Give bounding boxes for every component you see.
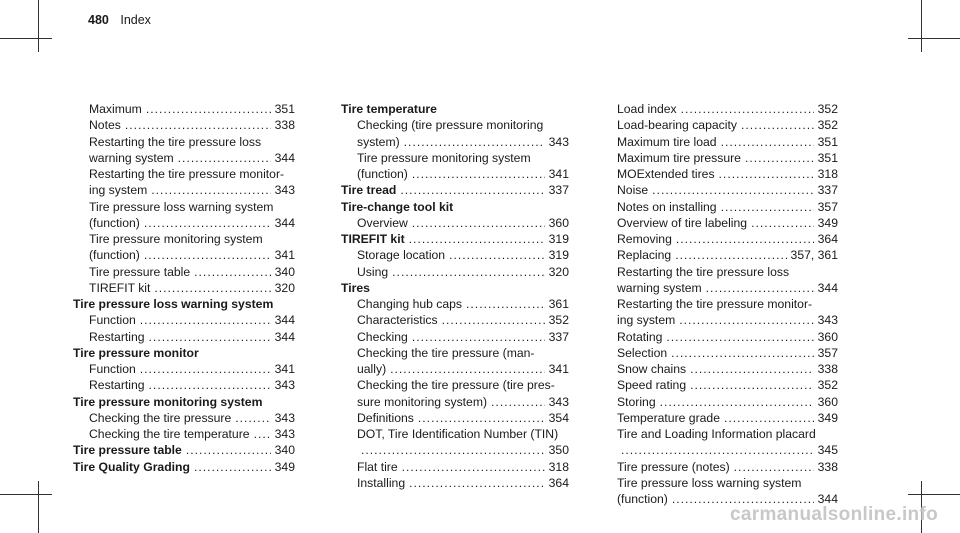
index-entry xyxy=(341,182,569,198)
dot-leader xyxy=(676,231,814,247)
index-entry xyxy=(73,101,295,117)
page-reference: 360 xyxy=(817,394,838,409)
dot-leader xyxy=(660,394,814,410)
index-entry xyxy=(73,442,295,458)
page-reference: 364 xyxy=(817,232,838,246)
entry-text: MOExtended tires xyxy=(617,167,715,181)
index-entry xyxy=(341,345,569,378)
crop-mark xyxy=(0,494,52,495)
index-entry xyxy=(73,199,295,232)
entry-text: Checking (tire pressure monitoring xyxy=(357,118,544,133)
page-reference: 354 xyxy=(548,410,569,425)
entry-text: Tire pressure monitoring system xyxy=(73,394,263,409)
page-reference: 340 xyxy=(274,443,295,458)
index-entry xyxy=(617,410,838,426)
index-entry xyxy=(341,312,569,328)
dot-leader xyxy=(675,247,786,263)
crop-mark xyxy=(38,0,39,52)
entry-text: Speed rating xyxy=(617,378,687,393)
index-entry xyxy=(73,361,295,377)
dot-leader xyxy=(721,134,814,150)
index-entry xyxy=(617,475,838,508)
dot-leader xyxy=(409,231,545,247)
dot-leader xyxy=(666,329,813,345)
watermark: carmanualsonline.info xyxy=(730,504,938,525)
page-reference: 344 xyxy=(274,215,295,230)
entry-text: Checking the tire pressure (man- xyxy=(357,345,535,360)
entry-text: Restarting the tire pressure monitor- xyxy=(617,297,813,311)
entry-text: Characteristics xyxy=(357,313,438,328)
page-reference: 319 xyxy=(548,248,569,263)
page-reference: 343 xyxy=(274,378,295,393)
entry-text: TIREFIT kit xyxy=(341,232,405,246)
entry-text: Using xyxy=(357,264,389,279)
dot-leader xyxy=(412,329,545,345)
entry-text: Definitions xyxy=(357,410,414,425)
dot-leader xyxy=(412,166,545,182)
index-entry xyxy=(341,247,569,263)
entry-text: Checking the tire pressure (tire pres- xyxy=(357,378,555,393)
entry-text: Maximum xyxy=(89,102,142,116)
entry-text: warning system xyxy=(89,150,174,165)
page-reference: 349 xyxy=(817,215,838,230)
page-reference: 361 xyxy=(548,297,569,311)
index-entry xyxy=(73,410,295,426)
index-entry xyxy=(341,101,569,117)
page-reference: 352 xyxy=(817,378,838,393)
index-entry xyxy=(341,199,569,215)
dot-leader xyxy=(721,199,814,215)
entry-text: Overview of tire labeling xyxy=(617,215,748,230)
entry-text: DOT, Tire Identification Number (TIN) xyxy=(357,427,559,441)
page-reference: 319 xyxy=(548,232,569,246)
entry-text: Changing hub caps xyxy=(357,297,463,311)
dot-leader xyxy=(466,296,545,312)
dot-leader xyxy=(449,247,545,263)
dot-leader xyxy=(724,410,814,426)
dot-leader xyxy=(194,459,271,475)
page-reference: 343 xyxy=(548,394,569,409)
dot-leader xyxy=(679,312,813,328)
entry-text: sure monitoring system) xyxy=(357,394,488,409)
index-entry xyxy=(341,280,569,296)
page-reference: 349 xyxy=(817,410,838,425)
entry-text: Tire pressure loss warning system xyxy=(73,297,274,311)
crop-mark xyxy=(921,0,922,52)
index-entry xyxy=(341,215,569,231)
dot-leader xyxy=(719,166,814,182)
page-reference: 341 xyxy=(548,362,569,376)
page-reference: 351 xyxy=(274,102,295,116)
page-reference: 351 xyxy=(817,150,838,165)
dot-leader xyxy=(690,361,814,377)
entry-text: Tire pressure table xyxy=(89,264,191,279)
index-column-2 xyxy=(341,101,569,491)
index-entry xyxy=(617,134,838,150)
dot-leader xyxy=(745,150,814,166)
dot-leader xyxy=(194,264,271,280)
page-reference: 318 xyxy=(817,167,838,181)
dot-leader xyxy=(144,247,271,263)
entry-text: Storing xyxy=(617,394,656,409)
index-entry xyxy=(341,377,569,410)
index-entry xyxy=(617,150,838,166)
page-reference: 344 xyxy=(274,329,295,344)
page-reference: 352 xyxy=(817,118,838,133)
page-reference: 357 xyxy=(817,345,838,360)
dot-leader xyxy=(146,101,271,117)
page-reference: 343 xyxy=(274,183,295,198)
dot-leader xyxy=(400,182,544,198)
page-reference: 360 xyxy=(817,329,838,344)
dot-leader xyxy=(409,475,545,491)
dot-leader xyxy=(442,312,545,328)
page-reference: 338 xyxy=(274,118,295,133)
index-entry xyxy=(73,312,295,328)
index-entry xyxy=(617,182,838,198)
index-entry xyxy=(617,361,838,377)
page-reference: 360 xyxy=(548,215,569,230)
entry-text: Notes on installing xyxy=(617,199,717,214)
dot-leader xyxy=(751,215,814,231)
index-column-3 xyxy=(617,101,838,507)
entry-text: Tire pressure table xyxy=(73,443,182,458)
index-entry xyxy=(341,410,569,426)
crop-mark xyxy=(908,38,960,39)
entry-text: (function) xyxy=(617,492,668,506)
index-entry xyxy=(341,475,569,491)
page-reference: 341 xyxy=(548,167,569,181)
index-entry xyxy=(73,426,295,442)
entry-text: ing system xyxy=(89,183,148,198)
page-reference: 344 xyxy=(817,492,838,506)
entry-text: Tire pressure loss warning system xyxy=(89,199,274,214)
dot-leader xyxy=(412,215,545,231)
dot-leader xyxy=(418,410,545,426)
dot-leader xyxy=(254,426,271,442)
entry-text: Tire pressure (notes) xyxy=(617,459,730,474)
dot-leader xyxy=(402,459,545,475)
dot-leader xyxy=(621,442,814,458)
page-number: 480 xyxy=(88,13,109,27)
page-reference: 352 xyxy=(817,102,838,116)
entry-text: Flat tire xyxy=(357,459,398,474)
entry-text: Restarting the tire pressure loss xyxy=(89,134,262,149)
crop-mark xyxy=(908,494,960,495)
dot-leader xyxy=(154,280,270,296)
index-entry xyxy=(341,231,569,247)
page-reference: 337 xyxy=(548,183,569,198)
dot-leader xyxy=(144,215,271,231)
index-entry xyxy=(73,264,295,280)
entry-text: ing system xyxy=(617,313,676,328)
dot-leader xyxy=(734,459,814,475)
index-entry xyxy=(73,345,295,361)
entry-text: Tire pressure monitoring system xyxy=(89,232,263,246)
page-reference: 320 xyxy=(548,264,569,279)
page-reference: 357, 361 xyxy=(790,248,838,263)
index-entry xyxy=(73,280,295,296)
entry-text: (function) xyxy=(89,248,140,263)
dot-leader xyxy=(690,377,814,393)
dot-leader xyxy=(151,182,270,198)
index-entry xyxy=(617,264,838,297)
page-reference: 320 xyxy=(274,280,295,295)
entry-text: Tire tread xyxy=(341,183,397,198)
index-entry xyxy=(617,329,838,345)
entry-text: Removing xyxy=(617,232,672,246)
entry-text: TIREFIT kit xyxy=(89,280,151,295)
entry-text: Restarting xyxy=(89,329,145,344)
entry-text: Maximum tire load xyxy=(617,134,717,149)
dot-leader xyxy=(361,442,545,458)
page-reference: 357 xyxy=(817,199,838,214)
entry-text: Checking xyxy=(357,329,408,344)
page-reference: 341 xyxy=(274,248,295,263)
index-entry xyxy=(617,377,838,393)
dot-leader xyxy=(390,361,545,377)
page-reference: 338 xyxy=(817,459,838,474)
dot-leader xyxy=(671,345,814,361)
entry-text: (function) xyxy=(357,167,408,181)
dot-leader xyxy=(149,329,271,345)
index-entry xyxy=(617,459,838,475)
dot-leader xyxy=(741,117,814,133)
page-reference: 344 xyxy=(817,280,838,295)
entry-text: Tire pressure monitor xyxy=(73,345,199,360)
entry-text: Tire pressure loss warning system xyxy=(617,475,802,490)
index-entry xyxy=(341,329,569,345)
page-reference: 318 xyxy=(548,459,569,474)
entry-text: Storage location xyxy=(357,248,446,263)
index-entry xyxy=(617,215,838,231)
crop-mark xyxy=(0,38,52,39)
dot-leader xyxy=(392,264,544,280)
index-entry xyxy=(73,394,295,410)
dot-leader xyxy=(125,117,271,133)
index-entry xyxy=(73,296,295,312)
index-entry xyxy=(617,166,838,182)
dot-leader xyxy=(140,312,271,328)
entry-text: Tires xyxy=(341,280,370,295)
entry-text: Load index xyxy=(617,102,677,116)
index-entry xyxy=(341,264,569,280)
index-entry xyxy=(341,117,569,150)
entry-text: ually) xyxy=(357,362,387,376)
index-entry xyxy=(73,134,295,167)
entry-text: (function) xyxy=(89,215,140,230)
page-reference: 351 xyxy=(817,134,838,149)
index-entry xyxy=(341,296,569,312)
index-column-1 xyxy=(73,101,295,475)
entry-text: Noise xyxy=(617,183,649,198)
entry-text: Load-bearing capacity xyxy=(617,118,737,133)
entry-text: Selection xyxy=(617,345,668,360)
entry-text: Maximum tire pressure xyxy=(617,150,741,165)
page-reference: 343 xyxy=(548,134,569,149)
page-reference: 344 xyxy=(274,150,295,165)
entry-text: Restarting the tire pressure loss xyxy=(617,264,790,279)
entry-text: Tire temperature xyxy=(341,102,437,116)
index-entry xyxy=(617,199,838,215)
entry-text: Tire-change tool kit xyxy=(341,199,454,214)
dot-leader xyxy=(706,280,814,296)
index-entry xyxy=(617,426,838,459)
entry-text: Checking the tire temperature xyxy=(89,427,250,441)
dot-leader xyxy=(186,442,271,458)
page-reference: 343 xyxy=(817,313,838,328)
index-entry xyxy=(73,459,295,475)
page-header xyxy=(88,13,151,27)
dot-leader xyxy=(235,410,270,426)
entry-text: Tire and Loading Information placard xyxy=(617,427,816,441)
entry-text: Restarting xyxy=(89,378,145,393)
dot-leader xyxy=(140,361,271,377)
section-title: Index xyxy=(120,13,151,27)
index-entry xyxy=(341,150,569,183)
page-reference: 340 xyxy=(274,264,295,279)
index-entry xyxy=(73,231,295,264)
index-entry xyxy=(617,394,838,410)
entry-text: Checking the tire pressure xyxy=(89,410,232,425)
entry-text: Overview xyxy=(357,215,408,230)
dot-leader xyxy=(178,150,271,166)
entry-text: Replacing xyxy=(617,248,672,263)
page-reference: 341 xyxy=(274,362,295,376)
entry-text: Function xyxy=(89,313,136,328)
page-reference: 337 xyxy=(548,329,569,344)
page-reference: 337 xyxy=(817,183,838,198)
index-entry xyxy=(73,117,295,133)
index-entry xyxy=(341,459,569,475)
entry-text: Notes xyxy=(89,118,121,133)
page-reference: 345 xyxy=(817,443,838,458)
page-reference: 343 xyxy=(274,410,295,425)
entry-text: Snow chains xyxy=(617,362,687,376)
index-entry xyxy=(73,329,295,345)
entry-text: Rotating xyxy=(617,329,663,344)
index-entry xyxy=(617,296,838,329)
page-reference: 352 xyxy=(548,313,569,328)
entry-text: Function xyxy=(89,362,136,376)
crop-mark xyxy=(38,481,39,533)
page-reference: 349 xyxy=(274,459,295,474)
index-entry xyxy=(73,377,295,393)
page-reference: 338 xyxy=(817,362,838,376)
entry-text: Temperature grade xyxy=(617,410,720,425)
dot-leader xyxy=(404,134,545,150)
index-entry xyxy=(617,345,838,361)
entry-text: warning system xyxy=(617,280,702,295)
index-entry xyxy=(617,247,838,263)
index-entry xyxy=(617,117,838,133)
index-entry xyxy=(341,426,569,459)
page-reference: 350 xyxy=(548,443,569,458)
dot-leader xyxy=(681,101,814,117)
entry-text: Installing xyxy=(357,475,406,490)
dot-leader xyxy=(491,394,545,410)
index-entry xyxy=(617,101,838,117)
dot-leader xyxy=(149,377,271,393)
page-reference: 344 xyxy=(274,313,295,328)
page-reference: 364 xyxy=(548,475,569,490)
dot-leader xyxy=(652,182,813,198)
index-entry xyxy=(73,166,295,199)
entry-text: Restarting the tire pressure monitor- xyxy=(89,167,285,181)
entry-text: system) xyxy=(357,134,400,149)
entry-text: Tire pressure monitoring system xyxy=(357,150,531,165)
index-entry xyxy=(617,231,838,247)
page-reference: 343 xyxy=(274,427,295,441)
entry-text: Tire Quality Grading xyxy=(73,459,190,474)
